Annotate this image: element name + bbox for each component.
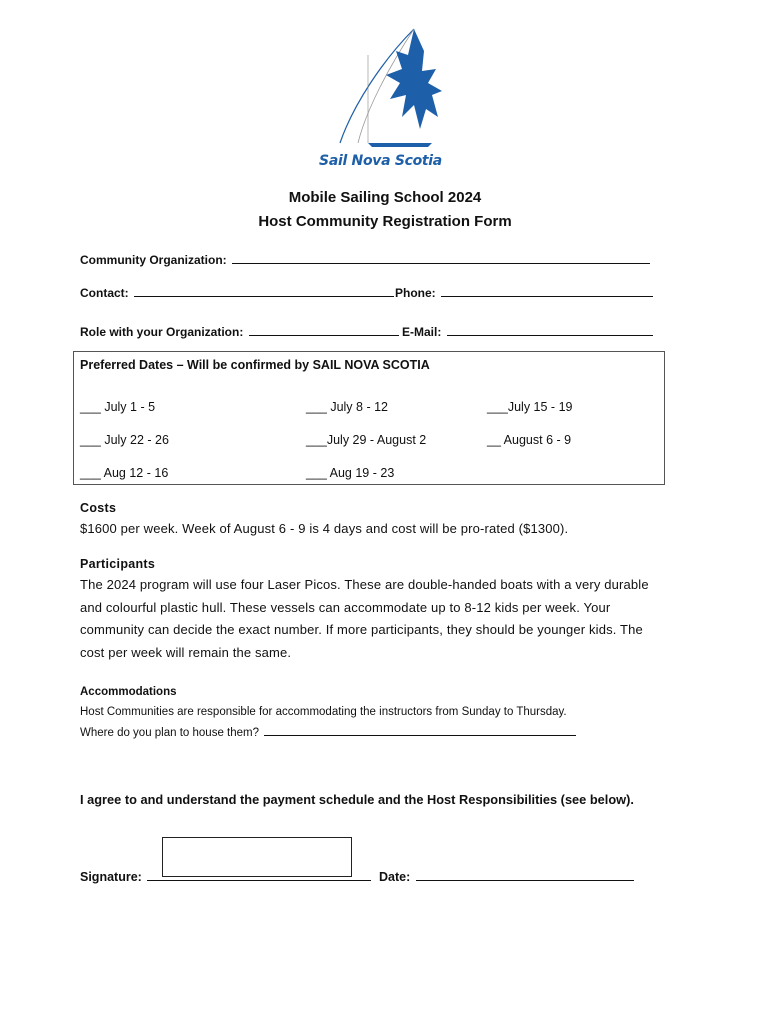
contact-field <box>80 284 394 300</box>
house-question-field <box>80 723 576 744</box>
date-option-aug-6[interactable]: __ August 6 - 9 <box>487 433 572 447</box>
date-option-july-29[interactable]: ___July 29 - August 2 <box>306 433 427 447</box>
role-label: Role with your Organization: <box>80 325 244 339</box>
date-field <box>379 868 634 884</box>
agreement-statement: I agree to and understand the payment schedule and the Host Responsibilities (see below). <box>80 792 634 807</box>
role-field <box>80 323 399 339</box>
email-label: E-Mail: <box>402 325 442 339</box>
phone-label: Phone: <box>395 286 436 300</box>
preferred-dates-heading: Preferred Dates – Will be confirmed by SAIL NOVA SCOTIA <box>80 358 430 372</box>
date-option-aug-19[interactable]: ___ Aug 19 - 23 <box>306 466 395 480</box>
email-field <box>402 323 653 339</box>
participants-text: The 2024 program will use four Laser Picos. These are double-handed boats with a very durable and colourful plastic hull. These vessels can accommodate up to 8-12 kids per week. Your community can decide the exact number. If more participants, they should be younger kids. The cost per week will remain the same. <box>80 577 649 660</box>
role-input[interactable] <box>249 323 399 336</box>
signature-field <box>80 868 371 884</box>
community-org-label: Community Organization: <box>80 253 227 267</box>
house-question-input[interactable] <box>264 724 576 736</box>
date-option-july-8[interactable]: ___ July 8 - 12 <box>306 400 388 414</box>
signature-line[interactable] <box>147 868 371 881</box>
date-input[interactable] <box>416 868 634 881</box>
form-title: Mobile Sailing School 2024 <box>288 189 482 206</box>
date-option-july-15[interactable]: ___July 15 - 19 <box>487 400 573 414</box>
phone-field <box>395 284 653 300</box>
costs-text: $1600 per week. Week of August 6 - 9 is 4 days and cost will be pro-rated ($1300). <box>80 521 569 536</box>
phone-input[interactable] <box>441 284 653 297</box>
community-org-input[interactable] <box>232 251 650 264</box>
house-question-label: Where do you plan to house them? <box>80 727 260 739</box>
accommodations-text: Host Communities are responsible for accommodating the instructors from Sunday to Thursday. <box>80 706 567 718</box>
community-org-field <box>80 251 650 267</box>
contact-input[interactable] <box>134 284 394 297</box>
form-subtitle: Host Community Registration Form <box>258 213 512 230</box>
date-label: Date: <box>379 870 411 884</box>
costs-heading: Costs <box>80 501 117 515</box>
contact-label: Contact: <box>80 286 129 300</box>
logo-text: Sail Nova Scotia <box>319 153 442 169</box>
date-option-july-22[interactable]: ___ July 22 - 26 <box>80 433 169 447</box>
participants-heading: Participants <box>80 557 156 571</box>
email-input[interactable] <box>447 323 653 336</box>
accommodations-heading: Accommodations <box>80 686 177 698</box>
signature-label: Signature: <box>80 870 142 884</box>
date-option-july-1[interactable]: ___ July 1 - 5 <box>80 400 156 414</box>
date-option-aug-12[interactable]: ___ Aug 12 - 16 <box>80 466 169 480</box>
